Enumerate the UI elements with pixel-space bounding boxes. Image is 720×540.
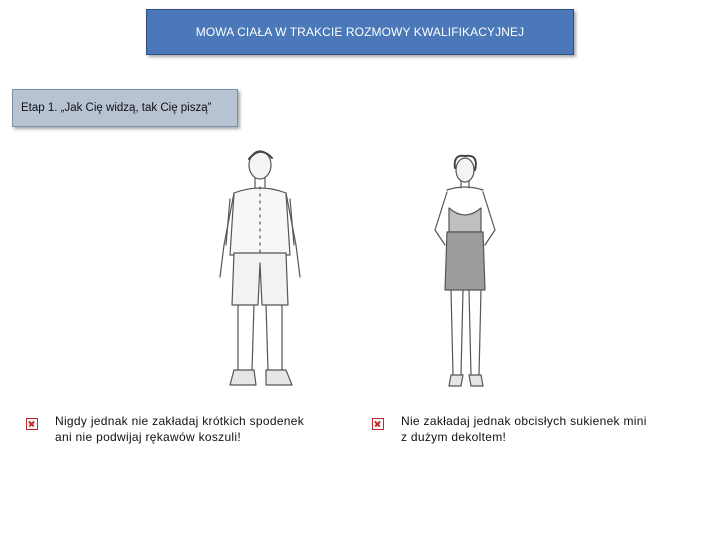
tip-text <box>55 413 335 445</box>
tip-text <box>401 413 671 445</box>
slide-title: MOWA CIAŁA W TRAKCIE ROZMOWY KWALIFIKACYJNEJ <box>195 25 525 39</box>
tip-line: z dużym dekoltem! <box>401 430 507 444</box>
tip-line: ani nie podwijaj rękawów koszuli! <box>55 430 241 444</box>
man-in-shorts-illustration <box>210 145 310 390</box>
tip-line: Nigdy jednak nie zakładaj krótkich spodenek <box>55 414 305 428</box>
tip-item <box>26 413 335 445</box>
tip-item <box>372 413 671 445</box>
x-checkbox-icon <box>26 418 38 430</box>
woman-in-mini-dress-illustration <box>425 150 505 390</box>
slide-title-box <box>146 9 574 55</box>
stage-label: Etap 1. „Jak Cię widzą, tak Cię piszą” <box>21 102 212 114</box>
stage-label-box <box>12 89 238 127</box>
tip-line: Nie zakładaj jednak obcisłych sukienek mini <box>401 414 647 428</box>
x-checkbox-icon <box>372 418 384 430</box>
